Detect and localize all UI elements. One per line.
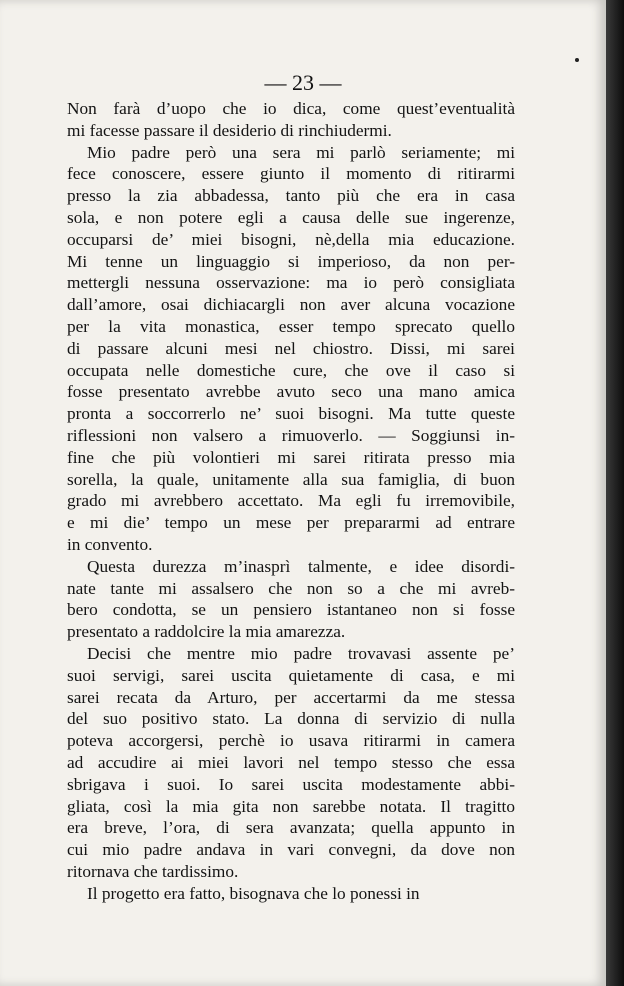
text-line: Mi tenne un linguaggio si imperioso, da non per- [67,251,515,271]
text-line: Non farà d’uopo che io dica, come quest’eventualità [67,99,515,118]
ink-speck [575,58,579,62]
text-line: dall’amore, osai dichiacargli non aver alcuna vocazione [67,295,515,315]
text-line: cui mio padre andava in vari convegni, da dove non [67,840,515,860]
text-line: del suo positivo stato. La donna di servizio di nulla [67,709,515,729]
text-line: sarei recata da Arturo, per accertarmi da me stessa [67,687,515,707]
text-line: sola, e non potere egli a causa delle sue ingerenze, [67,207,515,227]
text-line: riflessioni non valsero a rimuoverlo. — Soggiunsi in- [67,425,515,445]
text-line: Mio padre però una sera mi parlò seriamente; mi [87,142,515,162]
text-line: bero condotta, se un pensiero istantaneo non si fosse [67,600,515,620]
text-line: fosse presentato avrebbe avuto seco una mano amica [67,382,515,402]
text-line: in convento. [67,534,153,554]
text-line: mettergli nessuna osservazione: ma io però consigliata [67,273,515,293]
text-line: pronta a soccorrerlo ne’ suoi bisogni. Ma tutte queste [67,404,515,424]
text-line: Questa durezza m’inasprì talmente, e idee disordi- [87,556,515,576]
text-line: presentato a raddolcire la mia amarezza. [67,622,346,642]
text-line: occuparsi de’ miei bisogni, nè,della mia educazione. [67,229,515,249]
text-line: e mi die’ tempo un mese per prepararmi ad entrare [67,513,515,533]
text-line: presso la zia abbadessa, tanto più che era in casa [67,186,515,206]
text-line: gliata, così la mia gita non sarebbe notata. Il tragitto [67,796,515,816]
text-line: nate tante mi assalsero che non so a che mi avreb- [67,578,515,598]
text-line: sorella, la quale, unitamente alla sua famiglia, di buon [67,469,515,489]
text-line: Decisi che mentre mio padre trovavasi assente pe’ [87,643,515,663]
text-line: mi facesse passare il desiderio di rinchiudermi. [67,120,392,140]
text-line: di passare alcuni mesi nel chiostro. Dissi, mi sarei [67,338,515,358]
text-line: sbrigava i suoi. Io sarei uscita modestamente abbi- [67,774,515,794]
page-number: — 23 — [264,70,342,95]
text-line: fine che più volontieri mi sarei ritirata presso mia [67,447,515,467]
text-line: Il progetto era fatto, bisognava che lo ponessi in [87,883,420,903]
text-line: fece conoscere, essere giunto il momento di ritirarmi [67,164,515,184]
page-edge [606,0,624,986]
text-line: poteva accorgersi, perchè io usava ritirarmi in camera [67,731,515,751]
body-text [67,98,515,904]
text-line: per la vita monastica, esser tempo sprecato quello [67,316,515,336]
text-line: occupata nelle domestiche cure, che ove il caso si [67,360,515,380]
text-line: ritornava che tardissimo. [67,861,239,881]
text-line: grado mi avrebbero accettato. Ma egli fu irremovibile, [67,491,515,511]
text-line: era breve, l’ora, di sera avanzata; quella appunto in [67,818,515,838]
text-line: ad accudire ai miei lavori nel tempo stesso che essa [67,752,515,772]
text-line: suoi servigi, sarei uscita quietamente di casa, e mi [67,665,515,685]
